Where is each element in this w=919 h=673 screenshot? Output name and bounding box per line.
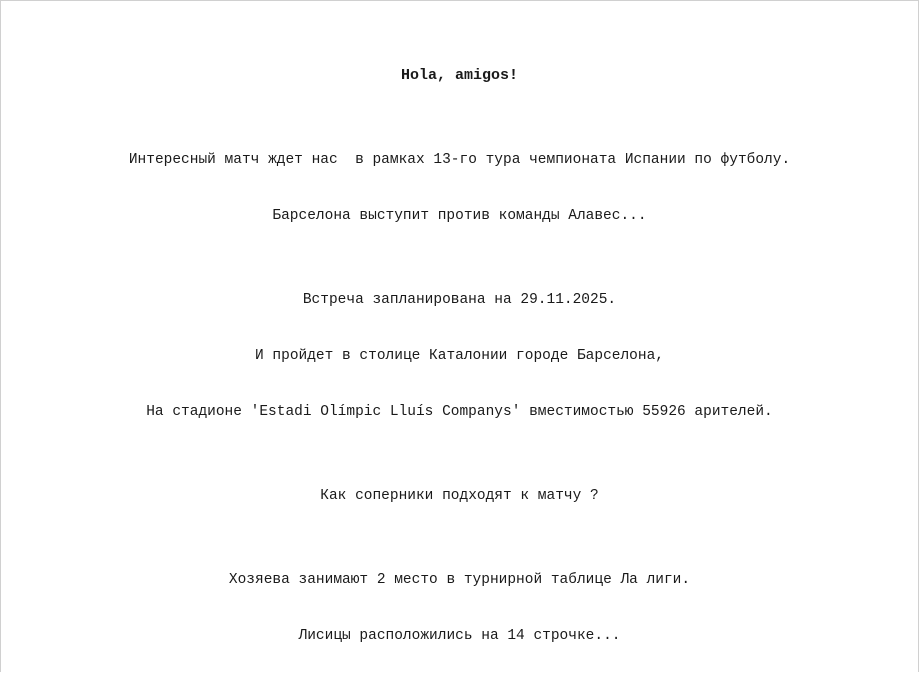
text-line-opponents: Барселона выступит против команды Алавес...: [272, 208, 647, 224]
text-line-stadium: На стадионе 'Estadi Olímpic Lluís Companys' вместимостью 55926 арителей.: [146, 404, 773, 420]
text-line-hosts-standing: Хозяева занимают 2 место в турнирной таблице Ла лиги.: [228, 572, 691, 588]
text-line-question: Как соперники подходят к матчу ?: [320, 488, 599, 504]
text-line-match-intro: Интересный матч ждет нас в рамках 13-го тура чемпионата Испании по футболу.: [128, 152, 791, 168]
text-line-guests-standing: Лисицы расположились на 14 строчке...: [298, 628, 621, 644]
greeting-heading: Hola, amigos!: [400, 67, 519, 84]
text-line-city: И пройдет в столице Каталонии городе Барселона,: [255, 348, 664, 364]
text-line-date: Встреча запланирована на 29.11.2025.: [302, 292, 617, 308]
